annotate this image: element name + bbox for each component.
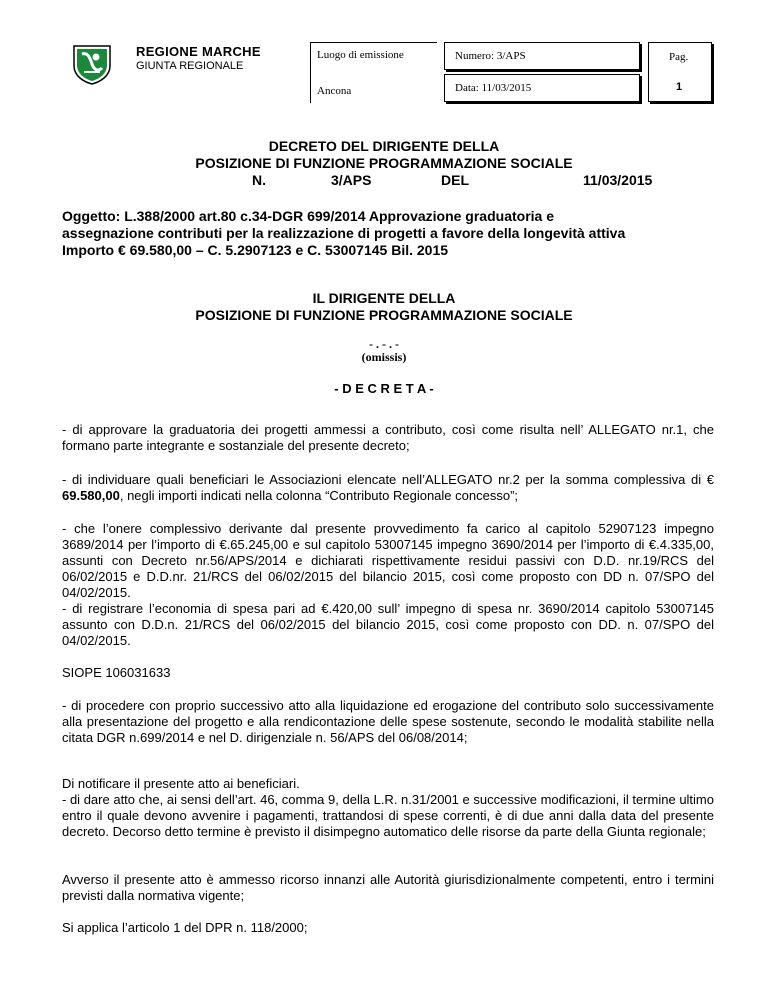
page-label: Pag. — [669, 51, 689, 63]
paragraph-dpr: Si applica l’articolo 1 del DPR n. 118/2000; — [62, 920, 308, 935]
page-number: 1 — [676, 81, 683, 93]
del-value: 11/03/2015 — [583, 172, 653, 188]
paragraph-onere: - che l’onere complessivo derivante dal presente provvedimento fa carico al capitolo 52907123 impegno 3689/2014 per l’importo di €.65.245,00 e sul capitolo 53007145 impegno 3690/2014 per l’importo di €.4.335,00, assunti con Decreto nr.56/APS/2014 e dichiarati rispettivamente residui passivi con D.D. nr.19/RCS del 06/02/2015 e D.D.nr. 21/RCS del 06/02/2015 del bilancio 2015, così come proposto con DD n. 07/SPO del 04/02/2015. — [62, 521, 714, 600]
paragraph-ricorso: Avverso il presente atto è ammesso ricorso innanzi alle Autorità giurisdizionalmente competenti, entro i termini previsti dalla normativa vigente; — [62, 872, 714, 903]
paragraph-economia: - di registrare l’economia di spesa pari ad €.420,00 sull’ impegno di spesa nr. 3690/2014 capitolo 53007145 assunto con D.D.n. 21/RCS del 06/02/2015 del bilancio 2015, così come proposto con DD. n. 07/SPO del 04/02/2015. — [62, 601, 714, 648]
luogo-box — [310, 42, 437, 103]
numero-value: Numero: 3/APS — [455, 50, 526, 62]
data-value: Data: 11/03/2015 — [455, 82, 532, 94]
oggetto-line-3: Importo € 69.580,00 – C. 5.2907123 e C. 53007145 Bil. 2015 — [62, 242, 449, 258]
siope-code: SIOPE 106031633 — [62, 665, 171, 680]
title-line-1: DECRETO DEL DIRIGENTE DELLA — [268, 138, 500, 154]
oggetto — [62, 208, 722, 259]
omissis: (omissis) — [361, 350, 407, 364]
org-subtitle: GIUNTA REGIONALE — [136, 60, 244, 72]
n-label: N. — [252, 172, 266, 188]
del-label: DEL — [441, 172, 469, 188]
org-name: REGIONE MARCHE — [136, 44, 261, 59]
paragraph-beneficiari: - di individuare quali beneficiari le Associazioni elencate nell’ALLEGATO nr.2 per la somma complessiva di € 69.580,00, negli importi indicati nella colonna “Contributo Regionale concesso”; — [62, 472, 714, 503]
decreta: - D E C R E T A - — [334, 381, 434, 396]
paragraph-liquidazione: - di procedere con proprio successivo atto alla liquidazione ed erogazione del contributo solo successivamente alla presentazione del progetto e alla rendicontazione delle spese sostenute, secondo le modalità stabilite nella citata DGR n.699/2014 e nel D. dirigenziale n. 56/APS del 06/08/2014; — [62, 698, 714, 745]
page-box — [648, 42, 712, 102]
decree-title — [0, 138, 768, 172]
numero-box — [444, 42, 640, 70]
oggetto-line-1: Oggetto: L.388/2000 art.80 c.34-DGR 699/2014 Approvazione graduatoria e — [62, 208, 554, 224]
luogo-label: Luogo di emissione — [317, 49, 404, 61]
title-line-2: POSIZIONE DI FUNZIONE PROGRAMMAZIONE SOCIALE — [195, 155, 573, 171]
separator: - . - . - — [369, 337, 399, 351]
decree-number-row — [0, 172, 768, 189]
dirigente-line-1: IL DIRIGENTE DELLA — [312, 290, 456, 306]
dirigente-heading — [0, 290, 768, 324]
regione-marche-logo — [70, 42, 114, 86]
luogo-value: Ancona — [317, 85, 352, 97]
paragraph-notifica: Di notificare il presente atto ai beneficiari. - di dare atto che, ai sensi dell’art. 46, comma 9, della L.R. n.31/2001 e successive modificazioni, il termine ultimo entro il quale devono avvenire i pagamenti, trattandosi di spese correnti, è di due anni dalla data del presente decreto. Decorso detto termine è previsto il disimpegno automatico delle risorse da parte della Giunta regionale; — [62, 776, 714, 839]
dirigente-line-2: POSIZIONE DI FUNZIONE PROGRAMMAZIONE SOCIALE — [195, 307, 573, 323]
oggetto-line-2: assegnazione contributi per la realizzazione di progetti a favore della longevità attiva — [62, 225, 626, 241]
data-box — [444, 74, 640, 102]
importo-totale: 69.580,00 — [62, 488, 120, 503]
n-value: 3/APS — [331, 172, 372, 188]
paragraph-graduatoria: - di approvare la graduatoria dei progetti ammessi a contributo, così come risulta nell’ ALLEGATO nr.1, che formano parte integrante e sostanziale del presente decreto; — [62, 422, 714, 453]
